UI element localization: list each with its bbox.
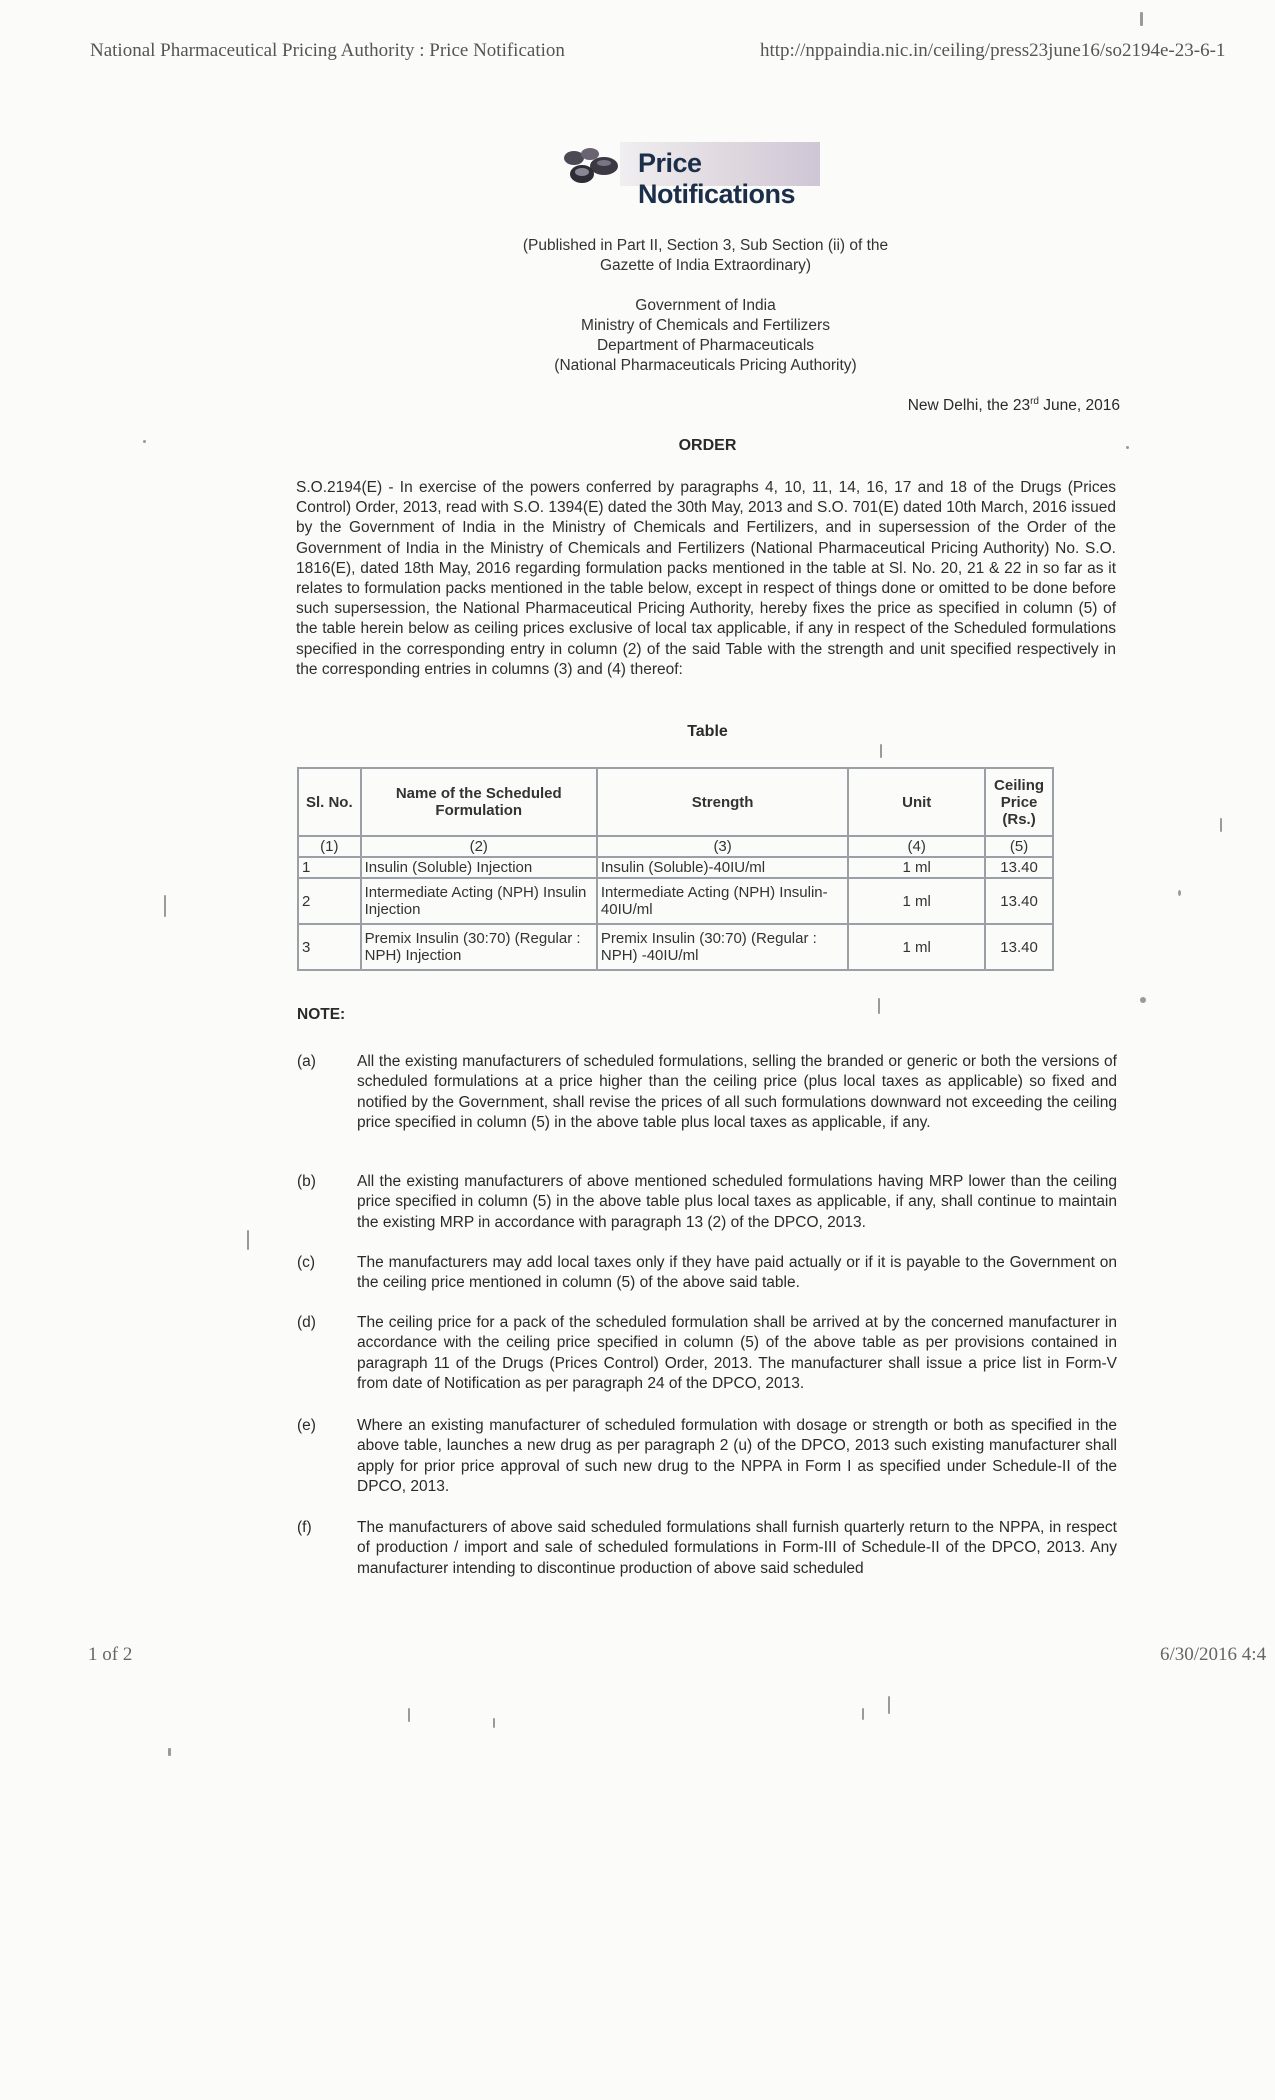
order-body: S.O.2194(E) - In exercise of the powers conferred by paragraphs 4, 10, 11, 14, 16, 17 and 18 of the Drugs (Prices Control) Order, 2013, read with S.O. 1394(E) dated the 30th May, 2013 and S.O. 701(E) dated 10th March, 2016 issued by the Government of India in the Ministry of Chemicals and Fertilizers, and in supersession of the Order of the Government of India in the Ministry of Chemicals and Fertilizers (National Pharmaceutical Pricing Authority) No. S.O. 1816(E), dated 18th May, 2016 regarding formulation packs mentioned in the table at Sl. No. 20, 21 & 22 in so far as it relates to formulation packs mentioned in the table below, except in respect of things done or omitted to be done before such supersession, the National Pharmaceutical Pricing Authority, hereby fixes the price as specified in column (5) of the table herein below as ceiling prices exclusive of local tax applicable, if any in respect of the Scheduled formulations specified in the corresponding entry in column (2) of the said Table with the strength and unit specified respectively in the corresponding entries in columns (3) and (4) thereof: (296, 479, 1116, 678)
note-text: The ceiling price for a pack of the scheduled formulation shall be arrived at by the concerned manufacturer in accordance with the ceiling price specified in column (5) of the above table as per provisions contained in paragraph 11 of the Drugs (Prices Control) Order, 2013. The manufacturer shall issue a price list in Form-V from date of Notification as per paragraph 24 of the DPCO, 2013. (357, 1314, 1117, 1393)
column-number-row (298, 836, 1053, 857)
header-ceiling-price: Ceiling Price (Rs.) (985, 768, 1053, 836)
row-strength: Premix Insulin (30:70) (Regular : NPH) -40IU/ml (597, 924, 848, 970)
pills-icon (560, 144, 622, 188)
table-caption: Table (687, 723, 728, 740)
note-text: All the existing manufacturers of above mentioned scheduled formulations having MRP lower than the ceiling price specified in column (5) in the above table plus local taxes as applicable, if any, shall continue to maintain the existing MRP in accordance with paragraph 13 (2) of the DPCO, 2013. (357, 1173, 1117, 1231)
note-item-e (297, 1416, 1117, 1498)
price-notifications-banner (560, 138, 860, 209)
header-unit: Unit (848, 768, 985, 836)
row-unit: 1 ml (848, 924, 985, 970)
authority-line-2: Ministry of Chemicals and Fertilizers (581, 317, 830, 334)
row-ceiling-price: 13.40 (985, 878, 1053, 924)
page-number: 1 of 2 (88, 1644, 133, 1665)
table-row (298, 857, 1053, 878)
note-item-d (297, 1313, 1117, 1395)
header-formulation: Name of the Scheduled Formulation (361, 768, 597, 836)
column-number: (2) (361, 836, 597, 857)
note-text: The manufacturers may add local taxes only if they have paid actually or if it is payable to the Government on the ceiling price mentioned in column (5) of the above said table. (357, 1254, 1117, 1292)
note-text: Where an existing manufacturer of scheduled formulation with dosage or strength or both as specified in the above table, launches a new drug as per paragraph 2 (u) of the DPCO, 2013 such existing manufacturer shall apply for prior price approval of such new drug to the NPPA in Form I as specified under Schedule-II of the DPCO, 2013. (357, 1417, 1117, 1496)
column-number: (3) (597, 836, 848, 857)
authority-block (68, 296, 1275, 376)
row-unit: 1 ml (848, 878, 985, 924)
gazette-line-1: (Published in Part II, Section 3, Sub Section (ii) of the (522, 237, 889, 254)
row-ceiling-price: 13.40 (985, 924, 1053, 970)
row-strength: Intermediate Acting (NPH) Insulin-40IU/ml (597, 878, 848, 924)
order-title: ORDER (678, 437, 737, 454)
note-letter: (a) (297, 1053, 316, 1070)
note-letter: (b) (297, 1173, 316, 1190)
row-sl-no: 1 (298, 857, 361, 878)
note-label: NOTE: (297, 1006, 346, 1023)
authority-line-4: (National Pharmaceuticals Pricing Authority) (554, 357, 857, 374)
column-number: (4) (848, 836, 985, 857)
row-sl-no: 3 (298, 924, 361, 970)
note-letter: (d) (297, 1314, 316, 1331)
page-url[interactable]: http://nppaindia.nic.in/ceiling/press23june16/so2194e-23-6-1 (760, 40, 1226, 61)
table-header-row (298, 768, 1053, 836)
note-letter: (e) (297, 1417, 316, 1434)
note-text: The manufacturers of above said scheduled formulations shall furnish quarterly return to the NPPA, in respect of production / import and sale of scheduled formulations in Form-III of Schedule-II of the DPCO, 2013. Any manufacturer intending to discontinue production of above said scheduled (357, 1519, 1117, 1577)
gazette-publication (68, 236, 1275, 276)
print-timestamp: 6/30/2016 4:4 (1160, 1644, 1267, 1665)
row-unit: 1 ml (848, 857, 985, 878)
row-formulation: Premix Insulin (30:70) (Regular : NPH) Injection (361, 924, 597, 970)
header-sl-no: Sl. No. (298, 768, 361, 836)
row-strength: Insulin (Soluble)-40IU/ml (597, 857, 848, 878)
note-letter: (c) (297, 1254, 316, 1271)
gazette-line-2: Gazette of India Extraordinary) (599, 257, 812, 274)
column-number: (1) (298, 836, 361, 857)
row-formulation: Intermediate Acting (NPH) Insulin Injection (361, 878, 597, 924)
note-item-b (297, 1172, 1117, 1233)
authority-line-3: Department of Pharmaceuticals (596, 337, 815, 354)
banner-label: Price Notifications (638, 148, 796, 209)
header-strength: Strength (597, 768, 848, 836)
table-row (298, 924, 1053, 970)
row-formulation: Insulin (Soluble) Injection (361, 857, 597, 878)
note-text: All the existing manufacturers of scheduled formulations, selling the branded or generic or both the versions of scheduled formulations at a price higher than the ceiling price (plus local taxes as applicable) so fixed and notified by the Government, shall revise the prices of all such formulations downward not exceeding the ceiling price specified in column (5) in the above table plus local taxes as applicable, if any. (357, 1053, 1117, 1132)
ceiling-price-table (297, 767, 1054, 971)
row-sl-no: 2 (298, 878, 361, 924)
authority-line-1: Government of India (635, 297, 776, 314)
order-date: New Delhi, the 23rd June, 2016 (907, 396, 1120, 415)
note-item-c (297, 1253, 1117, 1294)
note-letter: (f) (297, 1519, 312, 1536)
row-ceiling-price: 13.40 (985, 857, 1053, 878)
table-row (298, 878, 1053, 924)
note-item-a (297, 1052, 1117, 1134)
page-title: National Pharmaceutical Pricing Authority : Price Notification (90, 40, 565, 61)
column-number: (5) (985, 836, 1053, 857)
note-item-f (297, 1518, 1117, 1579)
